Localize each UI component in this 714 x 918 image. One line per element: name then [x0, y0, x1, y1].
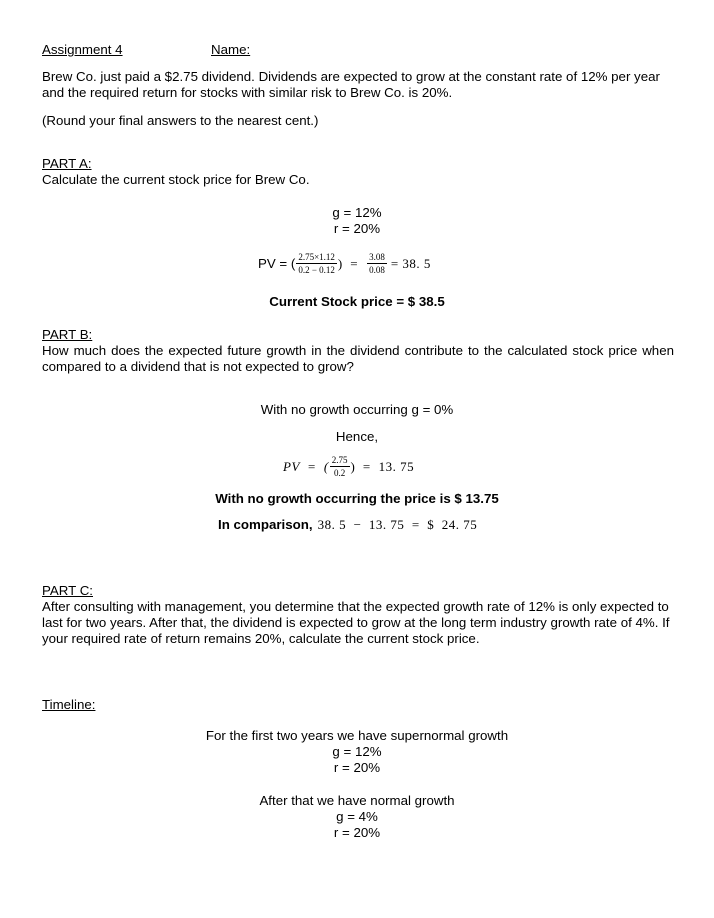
- normal-growth-rate: g = 4%: [336, 809, 378, 824]
- part-a-growth-rate: g = 12%: [332, 205, 382, 220]
- timeline-heading: Timeline:: [42, 697, 96, 712]
- fraction-denominator: 0.2 − 0.12: [298, 265, 335, 275]
- fraction-denominator: 0.08: [369, 265, 385, 275]
- comparison-line: [218, 517, 477, 533]
- part-b-heading: PART B:: [42, 327, 93, 342]
- part-a-heading: PART A:: [42, 156, 92, 171]
- simplified-fraction: [367, 252, 387, 275]
- comparison-label: In comparison,: [218, 517, 313, 532]
- equals-sign: ) =: [337, 255, 359, 271]
- assignment-title: Assignment 4: [42, 42, 123, 57]
- part-a-pv-equation: [258, 252, 431, 275]
- name-label: Name:: [211, 42, 251, 57]
- part-c-heading: PART C:: [42, 583, 93, 598]
- pv-result: 13. 75: [378, 458, 415, 474]
- comparison-expression: 38. 5 − 13. 75 = $ 24. 75: [317, 517, 478, 532]
- part-b-question: How much does the expected future growth in the dividend contribute to the calculated stock price when compared to a dividend that is not expected to grow?: [42, 343, 674, 374]
- problem-statement: Brew Co. just paid a $2.75 dividend. Dividends are expected to grow at the constant rate of 12% per year and the required return for stocks with similar risk to Brew Co. is 20%.: [42, 69, 660, 100]
- part-b-pv-equation: [283, 455, 414, 478]
- pv-label: PV = (: [258, 255, 296, 271]
- part-c-question: After consulting with management, you determine that the expected growth rate of 12% is only expected to last for two years. After that, the dividend is expected to grow at the long term industry growth rate of 4%. If your required rate of return remains 20%, calculate the current stock price.: [42, 599, 670, 646]
- part-a-question: Calculate the current stock price for Brew Co.: [42, 172, 310, 187]
- normal-growth-line: After that we have normal growth: [259, 793, 455, 808]
- supernormal-required-return: r = 20%: [333, 760, 381, 775]
- equals-sign: ) =: [350, 458, 371, 474]
- supernormal-growth-rate: g = 12%: [332, 744, 382, 759]
- hence-text: Hence,: [335, 429, 379, 444]
- no-growth-line: With no growth occurring g = 0%: [260, 402, 454, 417]
- part-a-required-return: r = 20%: [333, 221, 381, 236]
- fraction-numerator: 2.75×1.12: [298, 252, 335, 262]
- pv-result: = 38. 5: [390, 255, 431, 271]
- fraction-numerator: 2.75: [331, 455, 348, 465]
- no-growth-fraction: [330, 455, 350, 478]
- part-a-answer: Current Stock price = $ 38.5: [269, 294, 445, 309]
- fraction-denominator: 0.2: [334, 468, 346, 478]
- supernormal-growth-line: For the first two years we have supernormal growth: [205, 728, 509, 743]
- fraction-numerator: 3.08: [369, 252, 385, 262]
- rounding-note: (Round your final answers to the nearest cent.): [42, 113, 319, 128]
- dividend-fraction: [296, 252, 337, 275]
- normal-required-return: r = 20%: [333, 825, 381, 840]
- part-b-answer: With no growth occurring the price is $ 13.75: [215, 491, 499, 506]
- pv-label: PV = (: [283, 458, 329, 474]
